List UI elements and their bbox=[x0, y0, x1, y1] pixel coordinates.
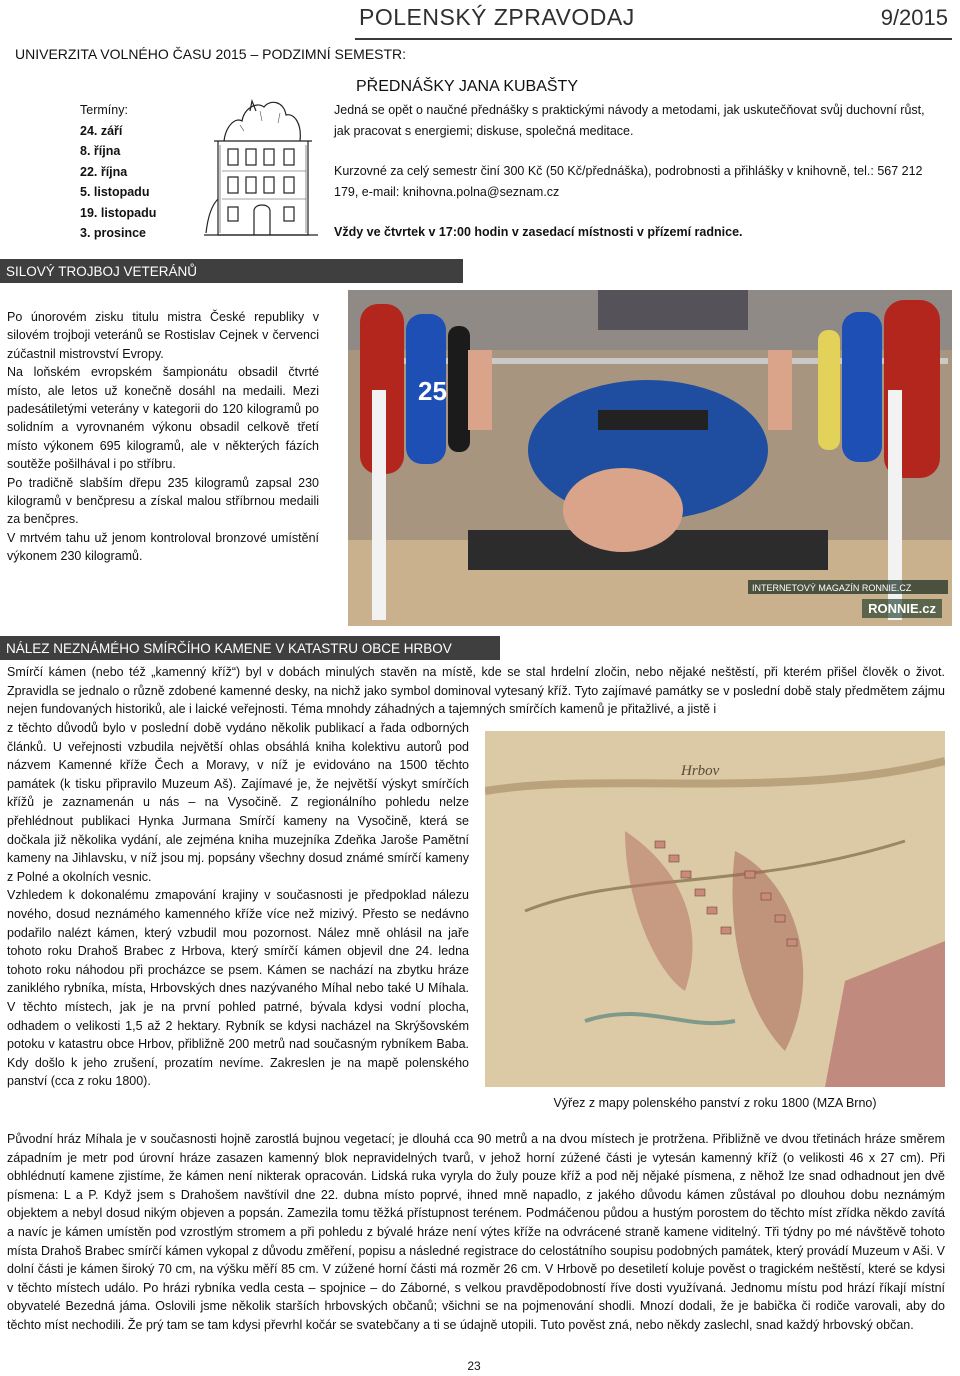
lecture-intro: Jedná se opět o naučné přednášky s praktickými návody a metodami, jak uskutečňovat svůj duchovní růst, jak pracovat s energiemi; diskuse, společná meditace. bbox=[334, 103, 925, 138]
page-number: 23 bbox=[467, 1359, 481, 1373]
historical-map bbox=[485, 731, 945, 1087]
lecture-time-place: Vždy ve čtvrtek v 17:00 hodin v zasedací místnosti v přízemí radnice. bbox=[334, 225, 743, 239]
issue-number: 9/2015 bbox=[880, 5, 948, 30]
dates-label: Termíny: bbox=[80, 103, 128, 117]
article-paragraph: z těchto důvodů bylo v poslední době vydáno několik publikací a řada odborných článků. U veřejnosti vzbudila největší ohlas obsáhlá kniha kolektivu autorů pod názvem Kamenné kříže Čech a Moravy, v níž je evidováno na 1500 těchto památek (k tisku připravilo Muzeum Aš). Zajímavé je, že největší výskyt smírčích křížů je zaznamenán u nás – na Vysočině. Z regionálního pohledu nelze přehlédnout publikaci Hynka Jurmana Smírčí kameny na Vysočině, která se dočkala již několika vydání, ale zejména kniha muzejníka Zdeňka Jaroše Pamětní kameny na Jihlavsku, v níž jsou mj. popsány všechny dosud známé smírčí kameny z Polné a okolních vesnic. bbox=[7, 721, 469, 884]
town-hall-sketch bbox=[200, 95, 318, 243]
cross-outro: Původní hráz Míhala je v současnosti hojně zarostlá bujnou vegetací; je dlouhá cca 90 metrů a na dvou místech je protržena. Přibližně ve dvou třetinách hráze směrem západním je metr pod úrovní hráze zasazen kamenný blok nepravidelných tvarů, v jehož horní zúžené části je vytesán kamenný kříž (o velikosti 46 x 27 cm). Při obhlédnutí kamene zjistíme, že kámen není nikterak opracován. Lidská ruka vyryla do žuly pouze kříž a pod něj nějaké písmena, z něhož lze snad odhadnout jen dvě písmena: L a P. Když jsem s Drahošem navštívil dne 22. dubna místo poprvé, ihned mně napadlo, z jakého důvodu kámen zůstával po dlouhou dobu neznámým objektem a nebyl dosud nikým objeven a popsán. Zamezila tomu těžká přístupnost terénem. Podmáčenou půdou a hustým porostem do těchto míst zřídka někdo zavítá a navíc je kámen umístěn pod vzrostlým stromem a při pohledu z bývalé hráze není výtes kříže na odvrácené straně kamene viditelný. Tři týdny po mé návštěvě tohoto místa Drahoš Brabec smírčí kámen vykopal z důvodu změření, popisu a následné registrace do celostátního soupisu podobných památek, který provádí Muzeum v Aši. V dolní části je kámen široký 70 cm, na výšku měří 85 cm. V zúžené horní části má rozměr 26 cm. V Hrbově po desetiletí koluje pověst o tragickém neštěstí, které se kdysi v těchto místech událo. Po hrázi rybníka vedla cesta – spojnice – do Záborné, s velkou pravděpodobností říve dosti využívaná. Jednomu místu pod hrází říkají místní obyvatelé Bezedná jáma. Oslovili jsme několik starších hrbovských občanů; všichni se na pojmenování shodli. Mnozí dodali, že je babička či rodiče varovali, aby do těchto míst nechodili. Že prý tam se tam kdysi převrhl kočár se svatebčany a ti se údajně utopili. Tuto pověst zná, nebo někdy zaslechl, snad každý hrbovský občan. bbox=[7, 1132, 945, 1332]
map-caption: Výřez z mapy polenského panství z roku 1800 (MZA Brno) bbox=[553, 1096, 877, 1110]
powerlifting-heading: SILOVÝ TROJBOJ VETERÁNŮ bbox=[0, 259, 463, 283]
date-item: 5. listopadu bbox=[80, 185, 150, 199]
photo-credit: RONNIE.cz bbox=[862, 599, 942, 618]
lecture-info bbox=[334, 100, 944, 243]
cross-intro: Smírčí kámen (nebo též „kamenný kříž“) byl v dobách minulých stavěn na místě, kde se stal hrdelní zločin, nebo nějaké neštěstí, při kterém přišel člověk o život. Zpravidla se jednalo o různě zdobené kamenné desky, na nichž jako symbol dominoval vytesaný kříž. Tyto zajímavé památky se v poslední době staly předmětem zájmu nejen fundovaných historiků, ale i laické veřejnosti. Téma mnohdy záhadných a tajemných smírčích kamenů je přitažlivé, a jistě i bbox=[7, 665, 945, 717]
article-paragraph: V mrtvém tahu už jenom kontroloval bronzové umístění výkonem 230 kilogramů. bbox=[7, 530, 319, 564]
powerlifting-article bbox=[7, 308, 319, 566]
cross-left-column bbox=[7, 719, 469, 1091]
article-paragraph: Po únorovém zisku titulu mistra České republiky v silovém trojboji veteránů se Rostislav Cejnek v červenci zúčastnil mistrovství Evropy. bbox=[7, 310, 319, 361]
date-item: 22. října bbox=[80, 164, 128, 179]
date-item: 19. listopadu bbox=[80, 205, 157, 220]
date-item: 8. října bbox=[80, 144, 121, 158]
lecture-fee: Kurzovné za celý semestr činí 300 Kč (50 Kč/přednáška), podrobnosti a přihlášky v knihovně, tel.: 567 212 179, e-mail: knihovna.polna@seznam.cz bbox=[334, 164, 923, 199]
article-paragraph: Vzhledem k dokonalému zmapování krajiny v současnosti je předpoklad nálezu nového, dosud neznámého kamenného kříže více než mizivý. Přesto se nedávno podařilo nalézt kámen, který vzbudil mou pozornost. Nález mně ohlásil na jaře tohoto roku Drahoš Brabec z Hrbova, který smírčí kámen objevil dne 24. ledna tohoto roku náhodou při procházce se psem. Kámen se nachází na zbytku hráze zaniklého rybníka, místa, Hrbovských dnes nazývaného Míhal nebo také U Míhala. V těchto místech, jak je na první pohled patrné, bývala kdysi vodní plocha, odhadem o velikosti 1,5 až 2 hektary. Rybník se kdysi nacházel na Skrýšovském potoku v katastru obce Hrbov, přibližně 200 metrů nad současným rybníkem Baba. Kdy došlo k jeho zrušení, prozatím nevíme. Zakreslen je na mapě polenského panství (cca z roku 1800). bbox=[7, 888, 469, 1089]
watermark-text: INTERNETOVÝ MAGAZÍN RONNIE.CZ bbox=[752, 583, 912, 593]
newspaper-title: POLENSKÝ ZPRAVODAJ bbox=[359, 4, 635, 30]
plate-label: 25 bbox=[418, 376, 447, 406]
masthead bbox=[355, 0, 952, 40]
date-item: 24. září bbox=[80, 123, 123, 138]
article-paragraph: Na loňském evropském šampionátu obsadil čtvrté místo, ale letos už konečně dosáhl na medaili. Mezi padesátiletými veterány v kategorii do 120 kilogramů po solidním a vyrovnaném výkonu obsadil celkově třetí místo výkonem 695 kilogramů, ale v některých fázích soutěže pošilhával i po stříbru. bbox=[7, 365, 319, 472]
lecture-dates bbox=[80, 100, 156, 244]
article-paragraph: Po tradičně slabším dřepu 235 kilogramů zapsal 230 kilogramů v benčpresu a získal malou stříbrnou medaili za benčpres. bbox=[7, 475, 319, 527]
university-title: UNIVERZITA VOLNÉHO ČASU 2015 – PODZIMNÍ SEMESTR: bbox=[15, 46, 407, 62]
date-item: 3. prosince bbox=[80, 226, 146, 240]
bench-press-photo bbox=[348, 290, 952, 626]
lecture-title: PŘEDNÁŠKY JANA KUBAŠTY bbox=[356, 78, 578, 95]
map-label: Hrbov bbox=[681, 763, 720, 779]
cross-heading: NÁLEZ NEZNÁMÉHO SMÍRČÍHO KAMENE V KATASTRU OBCE HRBOV bbox=[0, 636, 500, 660]
